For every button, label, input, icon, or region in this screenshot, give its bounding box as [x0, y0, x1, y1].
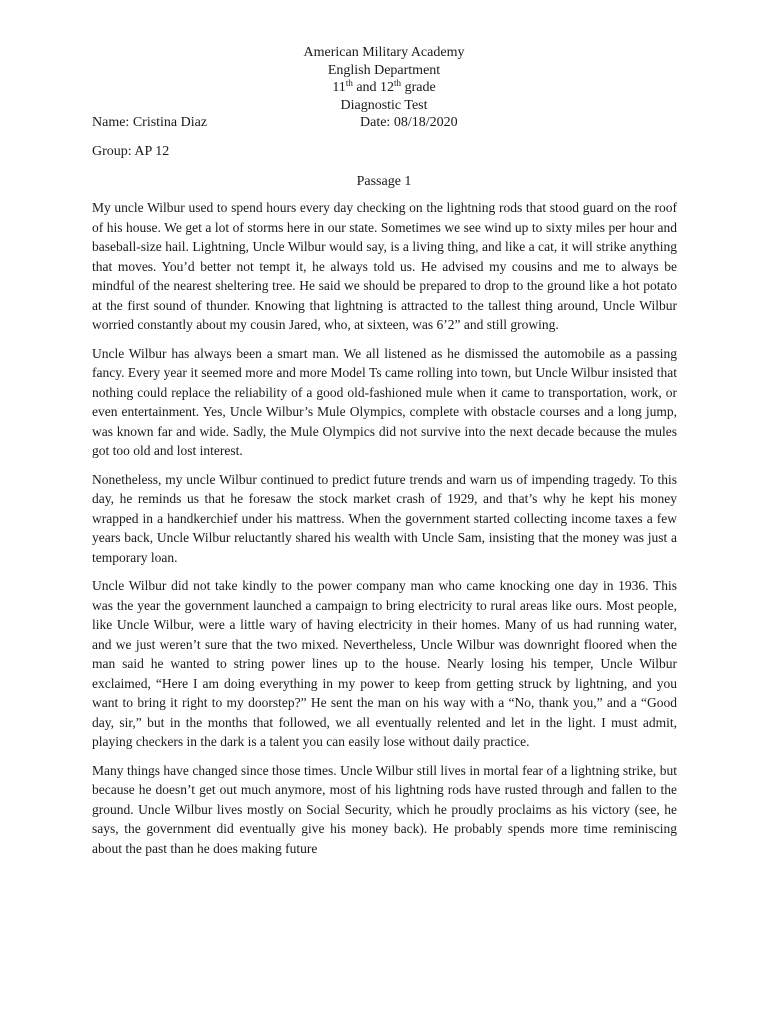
grade-suffix-th: th	[345, 78, 353, 88]
test-date: Date: 08/18/2020	[360, 115, 458, 130]
grade-level	[0, 79, 768, 97]
passage-body	[92, 198, 677, 867]
passage-paragraph: Nonetheless, my uncle Wilbur continued to predict future trends and warn us of impending tragedy. To this day, he reminds us that he foresaw the stock market crash of 1929, and that’s why he kept his money wrapped in a handkerchief under his mattress. When the government started collecting income taxes a few years back, Uncle Wilbur reluctantly shared his wealth with Uncle Sam, insisting that the money was just a temporary loan.	[92, 471, 677, 565]
student-name: Name: Cristina Diaz	[92, 115, 208, 130]
passage-paragraph: Uncle Wilbur has always been a smart man. We all listened as he dismissed the automobile as a passing fancy. Every year it seemed more and more Model Ts came rolling into town, but Uncle Wilbur insisted that nothing could replace the reliability of a good old-fashioned mule when it came to transportation, work, or even entertainment. Yes, Uncle Wilbur’s Mule Olympics, complete with obstacle courses and a long jump, was known far and wide. Sadly, the Mule Olympics did not survive into the next decade because the mules got too old and lost interest.	[92, 345, 677, 458]
passage-paragraph: Uncle Wilbur did not take kindly to the power company man who came knocking one day in 1936. This was the year the government launched a campaign to bring electricity to rural areas like ours. Most people, like Uncle Wilbur, were a little wary of having electricity in their homes. Many of us had running water, and we just weren’t sure that the two mixed. Nevertheless, Uncle Wilbur was downright floored when the man said he wanted to string power lines up to the house. Nearly losing his temper, Uncle Wilbur exclaimed, “Here I am doing everything in my power to keep from getting struck by lightning, and you want to bring it right to my doorstep?” He sent the man on his way with a “No, thank you,” and a “Good day, sir,” but in the months that followed, we all eventually relented and let in the light. I must admit, playing checkers in the dark is a talent you can easily lose without daily practice.	[92, 578, 677, 749]
student-group: Group: AP 12	[92, 144, 170, 159]
passage-title: Passage 1	[356, 174, 412, 189]
grade-number-12: and 12	[352, 80, 395, 95]
department-name: English Department	[327, 62, 441, 78]
passage-paragraph: My uncle Wilbur used to spend hours every day checking on the lightning rods that stood guard on the roof of his house. We get a lot of storms here in our state. Sometimes we see wind up to sixty miles per hour and baseball-size hail. Lightning, Uncle Wilbur would say, is a living thing, and like a cat, it will strike anything that moves. You’d better not tempt it, he always told us. He advised my cousins and me to always be mindful of the nearest sheltering tree. He said we should be prepared to drop to the ground like a hot potato at the first sound of thunder. Knowing that lightning is attracted to the tallest thing around, Uncle Wilbur worried constantly about my cousin Jared, who, at sixteen, was 6’2” and still growing.	[92, 200, 677, 332]
test-title: Diagnostic Test	[340, 97, 428, 113]
student-info-row	[92, 113, 692, 133]
document-header	[0, 44, 768, 114]
grade-word: grade	[401, 80, 436, 95]
school-name: American Military Academy	[303, 45, 465, 60]
grade-suffix-th: th	[394, 78, 402, 88]
passage-paragraph: Many things have changed since those times. Uncle Wilbur still lives in mortal fear of a lightning strike, but because he doesn’t get out much anymore, most of his lightning rods have rusted through and fallen to the ground. Uncle Wilbur lives mostly on Social Security, which he proudly proclaims as his victory (see, he says, the government did eventually give his money back). He probably spends more time reminiscing about the past than he does making future	[92, 762, 677, 856]
grade-number-11: 11	[332, 80, 346, 95]
